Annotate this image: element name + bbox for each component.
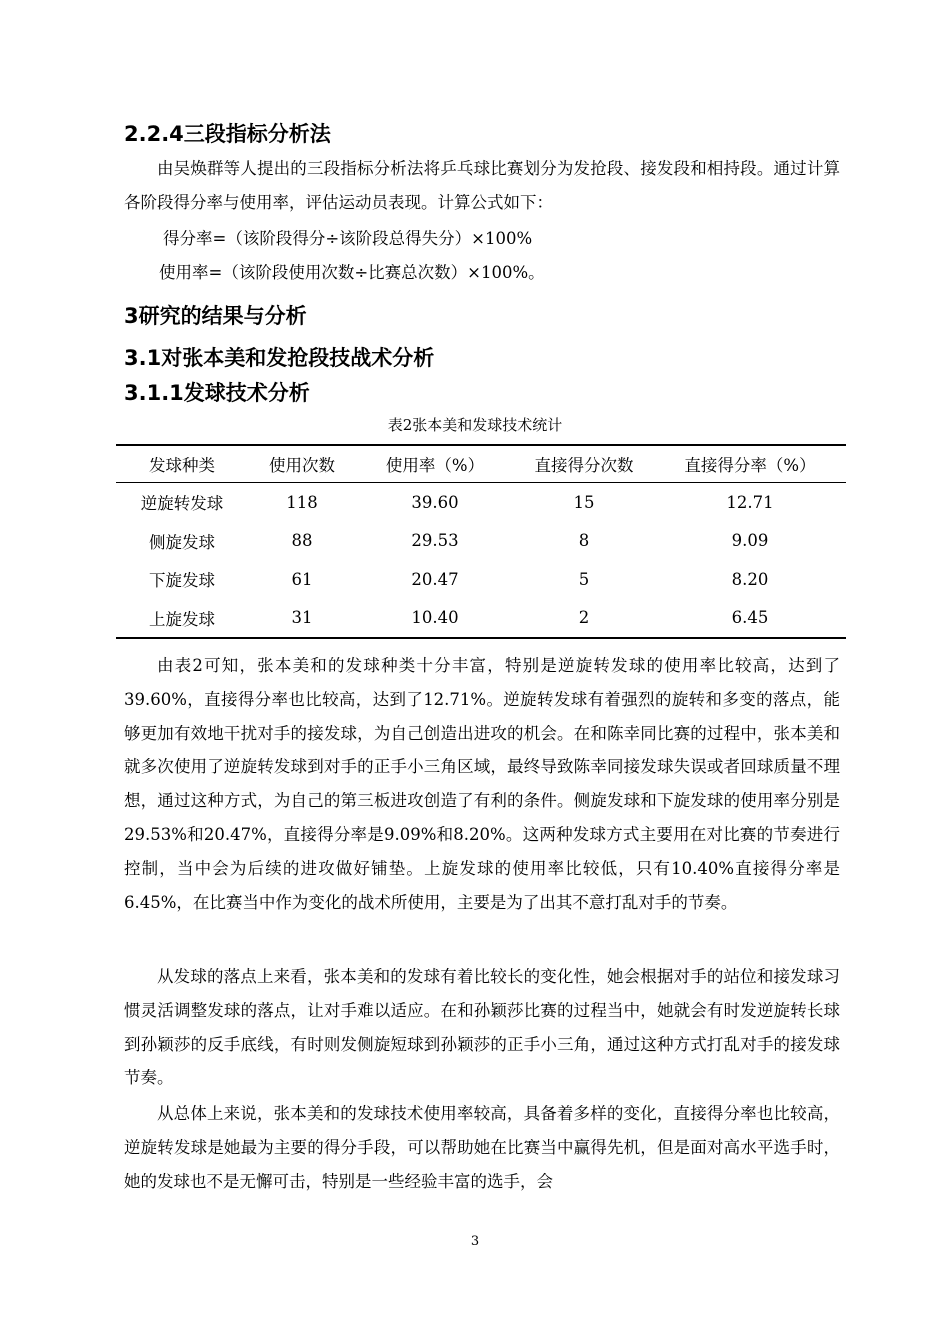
formula-score-rate: 得分率=（该阶段得分÷该阶段总得失分）×100% — [163, 229, 533, 248]
table-header-cell: 发球种类 — [116, 445, 248, 483]
heading-3-1-1: 3.1.1发球技术分析 — [124, 381, 310, 405]
page-number: 3 — [470, 1234, 480, 1249]
table-header-cell: 直接得分次数 — [514, 445, 654, 483]
table-cell: 88 — [291, 531, 313, 551]
table-cell: 上旋发球 — [116, 599, 248, 639]
heading-2-2-4: 2.2.4三段指标分析法 — [124, 122, 331, 146]
table-row — [116, 560, 846, 599]
table-cell: 9.09 — [731, 531, 769, 551]
table-cell: 10.40 — [356, 599, 514, 639]
table-cell: 29.53 — [411, 531, 459, 551]
table-header-cell: 直接得分率（%） — [654, 445, 846, 483]
paragraph-serve-summary: 从总体上来说，张本美和的发球技术使用率较高，具备着多样的变化，直接得分率也比较高，逆旋转发球是她最为主要的得分手段，可以帮助她在比赛当中赢得先机，但是面对高水平选手时，她的发球也不是无懈可击，特别是一些经验丰富的选手，会 — [124, 1104, 840, 1191]
heading-3-1: 3.1对张本美和发抢段技战术分析 — [124, 346, 435, 370]
table-cell: 5 — [578, 569, 590, 589]
table-cell: 2 — [514, 599, 654, 639]
table-cell: 39.60 — [411, 492, 459, 512]
table-cell: 侧旋发球 — [149, 532, 215, 552]
table-cell: 8 — [578, 531, 590, 551]
table-header-row — [116, 445, 846, 483]
table-cell: 15 — [573, 492, 595, 512]
table-row — [116, 483, 846, 522]
table-cell: 31 — [248, 599, 356, 639]
table-cell: 下旋发球 — [149, 571, 215, 591]
paragraph-serve-placement: 从发球的落点上来看，张本美和的发球有着比较长的变化性，她会根据对手的站位和接发球习惯灵活调整发球的落点，让对手难以适应。在和孙颖莎比赛的过程当中，她就会有时发逆旋转长球到孙颖莎的反手底线，有时则发侧旋短球到孙颖莎的正手小三角，通过这种方式打乱对手的接发球节奏。 — [124, 967, 840, 1088]
table-header-cell: 使用次数 — [248, 445, 356, 483]
table-caption: 表2张本美和发球技术统计 — [387, 416, 563, 434]
table-cell: 12.71 — [726, 492, 774, 512]
table-cell: 20.47 — [411, 569, 459, 589]
table-row — [116, 522, 846, 561]
table-cell: 118 — [286, 492, 318, 512]
heading-3: 3研究的结果与分析 — [124, 304, 307, 328]
table-cell: 8.20 — [731, 569, 769, 589]
table-cell: 61 — [291, 569, 313, 589]
table-cell: 6.45 — [654, 599, 846, 639]
table-row — [116, 599, 846, 639]
paragraph-method: 由吴焕群等人提出的三段指标分析法将乒乓球比赛划分为发抢段、接发段和相持段。通过计算各阶段得分率与使用率，评估运动员表现。计算公式如下： — [124, 159, 840, 212]
serve-stats-table — [116, 444, 846, 639]
table-cell: 逆旋转发球 — [140, 494, 224, 514]
paragraph-serve-analysis: 由表2可知，张本美和的发球种类十分丰富，特别是逆旋转发球的使用率比较高，达到了39.60%，直接得分率也比较高，达到了12.71%。逆旋转发球有着强烈的旋转和多变的落点，能够更加有效地干扰对手的接发球，为自己创造出进攻的机会。在和陈幸同比赛的过程中，张本美和就多次使用了逆旋转发球到对手的正手小三角区域，最终导致陈幸同接发球失误或者回球质量不理想，通过这种方式，为自己的第三板进攻创造了有利的条件。侧旋发球和下旋发球的使用率分别是29.53%和20.47%，直接得分率是9.09%和8.20%。这两种发球方式主要用在对比赛的节奏进行控制，当中会为后续的进攻做好铺垫。上旋发球的使用率比较低，只有10.40%直接得分率是6.45%，在比赛当中作为变化的战术所使用，主要是为了出其不意打乱对手的节奏。 — [124, 656, 840, 912]
table-header-cell: 使用率（%） — [356, 445, 514, 483]
formula-usage-rate: 使用率=（该阶段使用次数÷比赛总次数）×100%。 — [159, 263, 545, 282]
